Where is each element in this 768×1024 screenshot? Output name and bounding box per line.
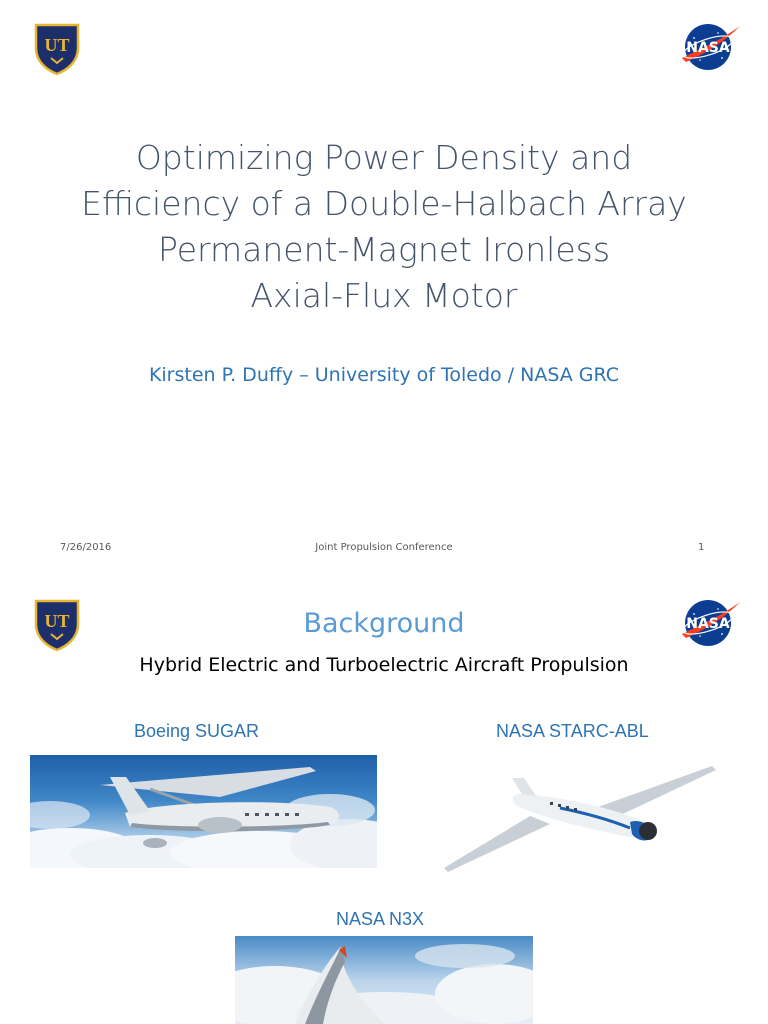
svg-text:NASA: NASA [686,616,730,632]
slide-title-line: Optimizing Power Density and [135,138,633,177]
svg-text:NASA: NASA [686,40,730,56]
ut-shield-logo [33,22,81,76]
boeing-sugar-image [30,755,377,868]
nasa-starc-abl-image [440,764,720,874]
nasa-n3x-image [235,936,533,1024]
footer-conference: Joint Propulsion Conference [315,542,453,553]
nasa-starc-abl-label: NASA STARC-ABL [496,721,649,741]
footer-page-number: 1 [698,542,705,553]
svg-text:UT: UT [44,611,70,631]
nasa-n3x-label: NASA N3X [336,909,425,929]
footer-date: 7/26/2016 [60,542,112,553]
slide-title [40,135,728,319]
slide-title-line: Axial-Flux Motor [250,276,518,315]
slide-subtitle: Hybrid Electric and Turboelectric Aircraft Propulsion [139,654,629,676]
svg-text:UT: UT [44,35,70,55]
nasa-meatball-logo [678,20,742,74]
slide-title-line: Efficiency of a Double-Halbach Array [81,184,687,223]
slide-title-line: Permanent-Magnet Ironless [157,230,611,269]
author-line: Kirsten P. Duffy – University of Toledo / NASA GRC [148,364,620,386]
boeing-sugar-label: Boeing SUGAR [134,721,260,741]
background-slide [0,576,768,1024]
slide-title: Background [303,608,465,639]
